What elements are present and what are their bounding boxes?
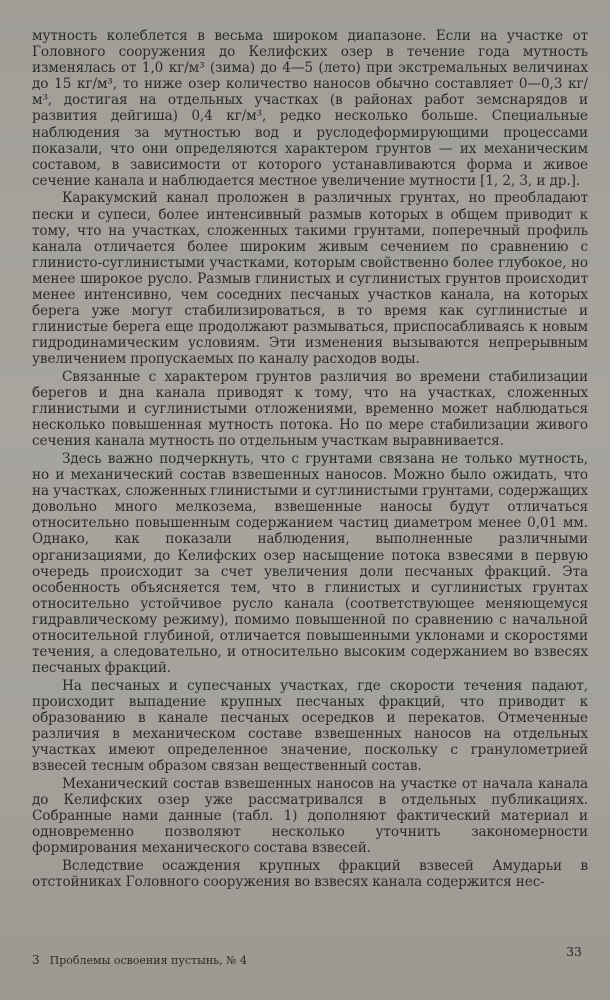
paragraph-1: мутность колеблется в весьма широком диапазоне. Если на участке от Головного сооружения до Келифских озер в течение года мутность изменялась от 1,0 кг/м³ (зима) до 4—5 (лето) при экстремальных величинах до 15 кг/м³, то ниже озер количество наносов обычно составляет 0—0,3 кг/м³, достигая на отдельных участках (в районах работ земснарядов и развития дейгиша) 0,4 кг/м³, редко несколько больше. Специальные наблюдения за мутностью вод и руслодеформирующими процессами показали, что они определяются характером грунтов — их механическим составом, в зависимости от которого устанавливаются форма и живое сечение канала и наблюдается местное увеличение мутности [1, 2, 3, и др.].	[32, 28, 588, 189]
paragraph-3: Связанные с характером грунтов различия во времени стабилизации берегов и дна канала приводят к тому, что на участках, сложенных глинистыми и суглинистыми отложениями, временно может наблюдаться несколько повышенная мутность потока. Но по мере стабилизации живого сечения канала мутность по отдельным участкам выравнивается.	[32, 368, 588, 450]
body-text	[32, 28, 588, 891]
page-footer	[32, 944, 582, 967]
paragraph-5: На песчаных и супесчаных участках, где скорости течения падают, происходит выпадение крупных песчаных фракций, что приводит к образованию в канале песчаных осередков и перекатов. Отмеченные различия в механическом составе взвешенных наносов на отдельных участках имеют определенное значение, поскольку с гранулометрией взвесей тесным образом связан вещественный состав.	[32, 677, 588, 775]
journal-title: Проблемы освоения пустынь, № 4	[49, 954, 248, 967]
signature-number: 3	[32, 953, 40, 967]
footer-signature	[32, 953, 247, 967]
paragraph-2: Каракумский канал проложен в различных грунтах, но преобладают пески и супеси, более интенсивный размыв которых в общем приводит к тому, что на участках, сложенных такими грунтами, поперечный профиль канала отличается более широким живым сечением по сравнению с глинисто-суглинистыми участками, которым свойственно более глубокое, но менее широкое русло. Размыв глинистых и суглинистых грунтов происходит менее интенсивно, чем соседних песчаных участков канала, на которых берега уже могут стабилизироваться, в то время как суглинистые и глинистые берега еще продолжают размываться, приспосабливаясь к новым гидродинамическим условиям. Эти изменения вызываются непрерывным увеличением пропускаемых по каналу расходов воды.	[32, 190, 588, 368]
paragraph-7: Вследствие осаждения крупных фракций взвесей Амударьи в отстойниках Головного сооружения во взвесях канала содержится нес-	[32, 857, 588, 890]
page-number: 33	[566, 944, 582, 959]
paragraph-6: Механический состав взвешенных наносов на участке от начала канала до Келифских озер уже рассматривался в отдельных публикациях. Собранные нами данные (табл. 1) дополняют фактический материал и одновременно позволяют несколько уточнить закономерности формирования механического состава взвесей.	[32, 775, 588, 857]
paragraph-4: Здесь важно подчеркнуть, что с грунтами связана не только мутность, но и механический состав взвешенных наносов. Можно было ожидать, что на участках, сложенных глинистыми и суглинистыми грунтами, содержащих довольно много мелкозема, взвешенные наносы будут отличаться относительно повышенным содержанием частиц диаметром менее 0,01 мм. Однако, как показали наблюдения, выполненные различными организациями, до Келифских озер насыщение потока взвесями в первую очередь происходит за счет увеличения доли песчаных фракций. Эта особенность объясняется тем, что в глинистых и суглинистых грунтах относительно устойчивое русло канала (соответствующее меняющемуся гидравлическому режиму), помимо повышенной по сравнению с начальной относительной глубиной, отличается повышенными уклонами и скоростями течения, а следовательно, и относительно высоким содержанием во взвесях песчаных фракций.	[32, 450, 588, 677]
